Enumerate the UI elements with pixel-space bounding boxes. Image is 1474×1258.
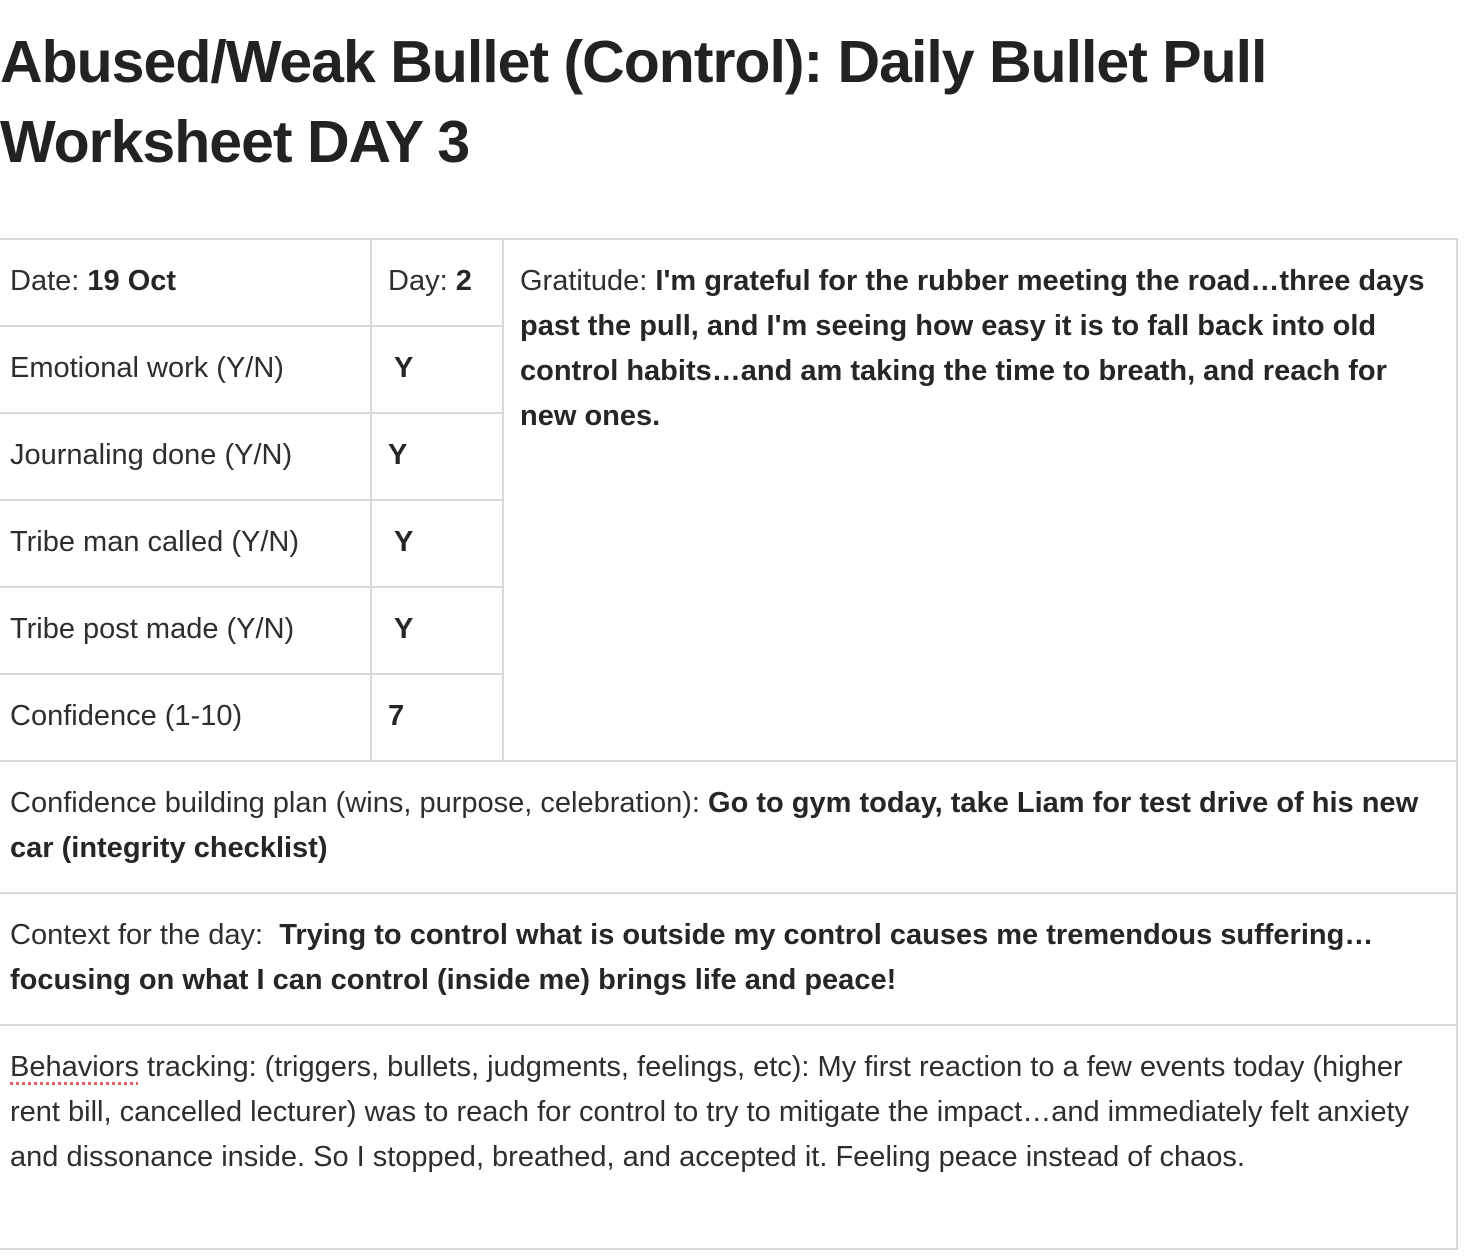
behaviors-text: My first reaction to a few events today (higher rent bill, cancelled lecturer) was to reach for control to try to mitigate the impact…and immediately felt anxiety and dissonance inside. So I stopped, breathed, and accepted it. Feeling peace instead of chaos. — [10, 1051, 1410, 1173]
page-title — [0, 22, 1440, 182]
day-value: 2 — [455, 265, 472, 297]
tribe-called-label[interactable]: Tribe man called (Y/N) — [0, 500, 371, 587]
worksheet-table — [0, 238, 1458, 1250]
tribe-called-value[interactable] — [371, 500, 503, 587]
journaling-value[interactable] — [371, 413, 503, 500]
date-cell[interactable] — [0, 239, 371, 326]
table-row-date — [0, 239, 1457, 326]
behaviors-label-word: Behaviors — [10, 1051, 139, 1083]
behaviors-cell[interactable] — [0, 1025, 1457, 1249]
behaviors-label-rest: tracking: (triggers, bullets, judgments, feelings, etc): — [138, 1051, 818, 1083]
confidence-plan-label: Confidence building plan (wins, purpose, celebration): — [10, 787, 709, 819]
context-cell[interactable] — [0, 893, 1457, 1025]
page-title-line-1: Abused/Weak Bullet (Control): Daily Bullet Pull — [0, 29, 1267, 95]
gratitude-cell[interactable] — [503, 239, 1457, 761]
tribe-post-value[interactable] — [371, 587, 503, 674]
confidence-label[interactable]: Confidence (1-10) — [0, 674, 371, 761]
day-label: Day: — [388, 265, 456, 297]
confidence-plan-text: Go to gym today, take Liam for test drive of his new car (integrity checklist) — [10, 787, 1419, 864]
tribe-called-value-text: Y — [394, 526, 414, 558]
context-label: Context for the day: — [10, 919, 280, 951]
emotional-work-value[interactable] — [371, 326, 503, 413]
confidence-value[interactable] — [371, 674, 503, 761]
date-value: 19 Oct — [87, 265, 177, 297]
page-title-line-2: Worksheet DAY 3 — [0, 109, 470, 175]
table-row-behaviors — [0, 1025, 1457, 1249]
table-row-confidence-plan — [0, 761, 1457, 893]
emotional-work-label[interactable]: Emotional work (Y/N) — [0, 326, 371, 413]
gratitude-text: I'm grateful for the rubber meeting the road…three days past the pull, and I'm seeing how easy it is to fall back into old control habits…and am taking the time to breath, and reach for new ones. — [520, 265, 1425, 432]
tribe-post-value-text: Y — [394, 613, 414, 645]
table-row-context — [0, 893, 1457, 1025]
confidence-value-text: 7 — [388, 700, 405, 732]
journaling-value-text: Y — [388, 439, 408, 471]
tribe-post-label[interactable]: Tribe post made (Y/N) — [0, 587, 371, 674]
confidence-plan-cell[interactable] — [0, 761, 1457, 893]
journaling-label[interactable]: Journaling done (Y/N) — [0, 413, 371, 500]
emotional-work-value-text: Y — [394, 352, 414, 384]
day-cell[interactable] — [371, 239, 503, 326]
gratitude-label: Gratitude: — [520, 265, 656, 297]
context-text: Trying to control what is outside my control causes me tremendous suffering…focusing on what I can control (inside me) brings life and peace! — [10, 919, 1374, 996]
date-label: Date: — [10, 265, 88, 297]
